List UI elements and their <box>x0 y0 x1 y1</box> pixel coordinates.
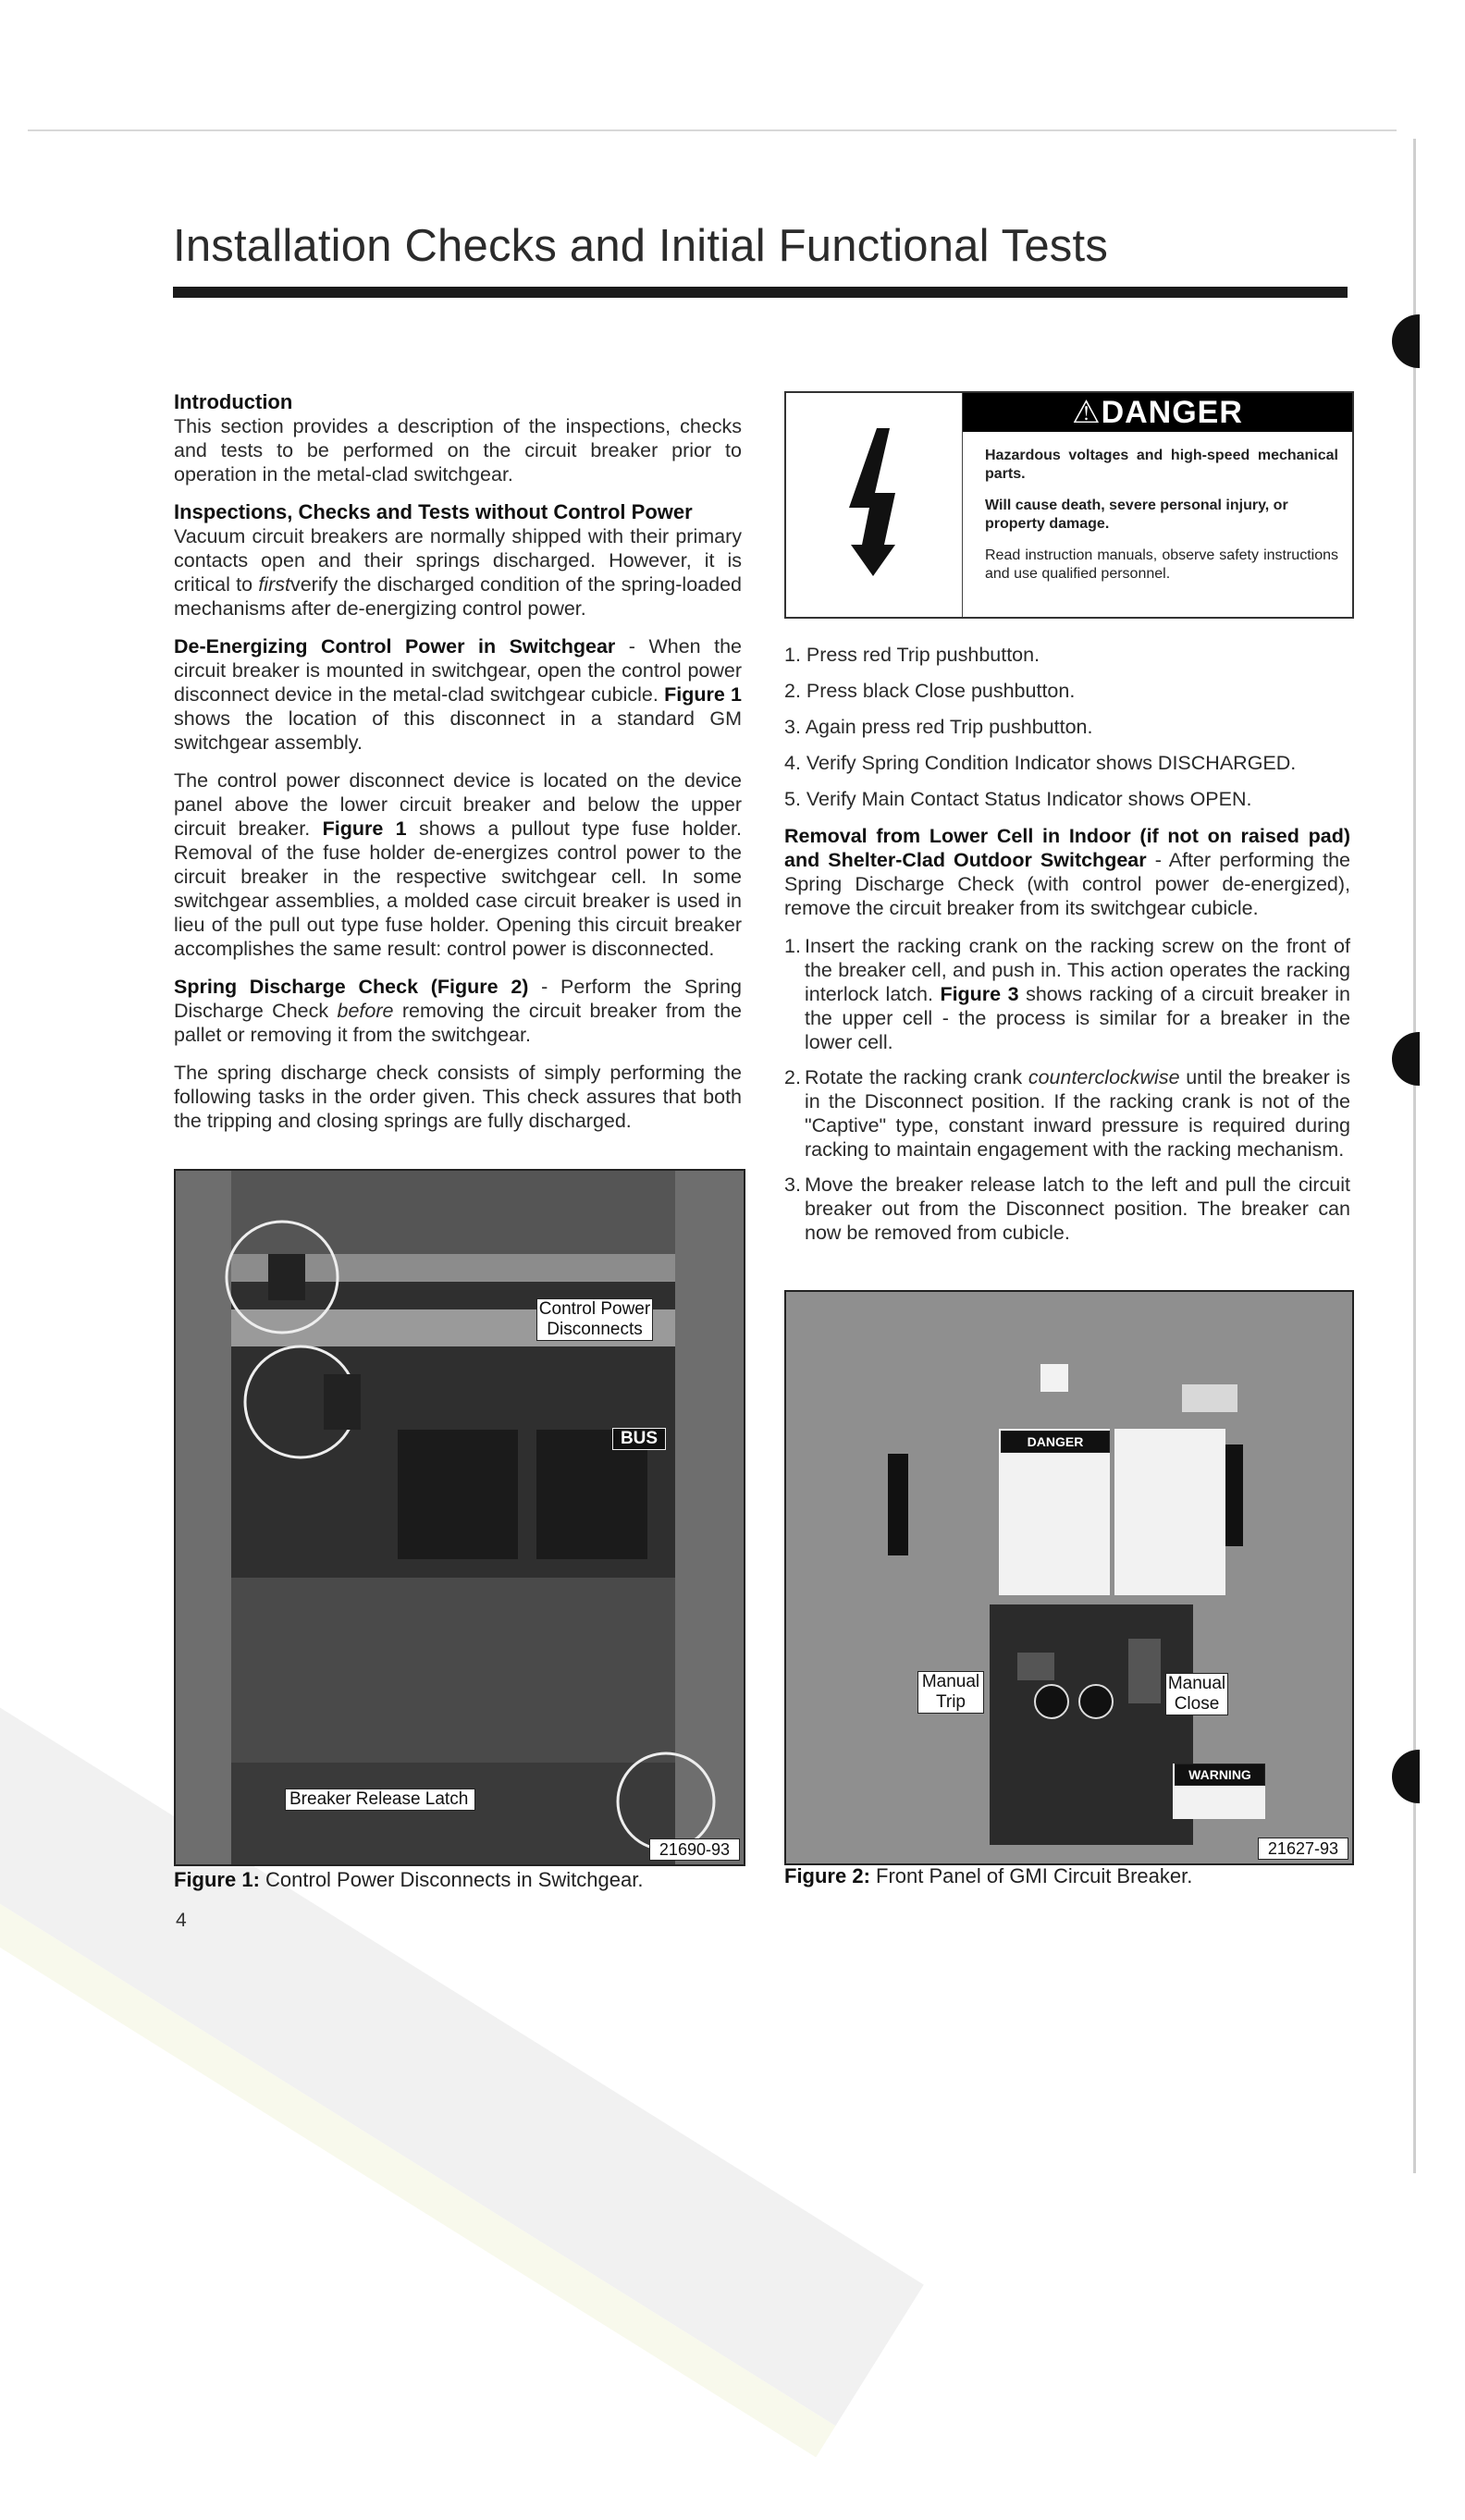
spring-check-paragraph: Spring Discharge Check (Figure 2) - Perform the Spring Discharge Check before removing the circuit breaker from the pallet or removing it from the switchgear. <box>174 976 742 1046</box>
punch-hole <box>1392 314 1420 368</box>
warning-sticker: WARNING <box>1175 1764 1265 1786</box>
page-title: Installation Checks and Initial Functional Tests <box>173 221 1109 271</box>
control-power-paragraph: The control power disconnect device is located on the device panel above the lower circuit breaker and below the upper circuit breaker. Figure 1 shows a pullout type fuse holder. Removal of the fuse holder de-energizes control power to the circuit breaker in the respective switchgear cell. In some switchgear assemblies, a molded case circuit breaker is used in lieu of the pull out type fuse holder. Opening this circuit breaker accomplishes the same result: control power is disconnected. <box>174 769 742 960</box>
scan-edge <box>1413 139 1416 2173</box>
bus-label: BUS <box>612 1428 666 1450</box>
figure-id: 21690-93 <box>649 1838 740 1861</box>
danger-line-3: Read instruction manuals, observe safety instructions and use qualified personnel. <box>985 547 1338 582</box>
figure-id: 21627-93 <box>1258 1838 1348 1860</box>
punch-hole <box>1392 1750 1420 1803</box>
list-item: 1. Press red Trip pushbutton. <box>784 644 1040 666</box>
figure-2-caption: Figure 2: Front Panel of GMI Circuit Breaker. <box>784 1864 1193 1887</box>
list-item: 2. Rotate the racking crank counterclockwise until the breaker is in the Disconnect position. If the racking crank is not of the "Captive" type, constant inward pressure is required during racking to maintain engagement with the racking mechanism. <box>784 1066 1350 1161</box>
danger-header: ⚠DANGER <box>963 393 1352 432</box>
control-power-disconnects-callout: Control Power Disconnects <box>536 1298 653 1341</box>
danger-sticker: DANGER <box>1001 1431 1110 1453</box>
spring-check-heading: Spring Discharge Check (Figure 2) <box>174 976 529 998</box>
list-item: 5. Verify Main Contact Status Indicator shows OPEN. <box>784 788 1252 810</box>
lightning-bolt-icon <box>842 428 906 576</box>
deenergizing-paragraph: De-Energizing Control Power in Switchgear - When the circuit breaker is mounted in switchgear, open the control power disconnect device in the metal-clad switchgear cubicle. Figure 1 shows the location of this disconnect in a standard GM switchgear assembly. <box>174 635 743 754</box>
removal-heading: Removal from Lower Cell in Indoor (if not on raised pad) and Shelter-Clad Outdoor Switchgear <box>784 825 1350 871</box>
figure-2-photo <box>784 1290 1354 1865</box>
spring-tasks-paragraph: The spring discharge check consists of simply performing the following tasks in the order given. This check assures that both the tripping and closing springs are fully discharged. <box>174 1062 742 1132</box>
inspections-text: Vacuum circuit breakers are normally shipped with their primary contacts open and their springs discharged. However, it is critical to firstverify the discharged condition of the spring-loaded mechanisms after de-energizing control power. <box>174 525 742 620</box>
removal-steps <box>784 934 1350 1245</box>
punch-hole <box>1392 1032 1420 1086</box>
removal-paragraph: Removal from Lower Cell in Indoor (if not on raised pad) and Shelter-Clad Outdoor Switchgear - After performing the Spring Discharge Check (with control power de-energized), remove the circuit breaker from its switchgear cubicle. <box>784 825 1350 919</box>
figure-1-caption: Figure 1: Control Power Disconnects in Switchgear. <box>174 1868 644 1891</box>
figure-1-photo <box>174 1169 745 1866</box>
spring-check-steps <box>784 643 1350 811</box>
danger-line-2: Will cause death, severe personal injury, or property damage. <box>985 498 1288 532</box>
breaker-release-latch-callout: Breaker Release Latch <box>285 1789 475 1811</box>
list-item: 4. Verify Spring Condition Indicator shows DISCHARGED. <box>784 752 1297 774</box>
danger-label <box>784 391 1354 619</box>
inspections-heading: Inspections, Checks and Tests without Control Power <box>174 500 693 523</box>
scan-edge <box>28 129 1397 131</box>
deenergizing-heading: De-Energizing Control Power in Switchgear <box>174 635 616 658</box>
intro-text: This section provides a description of the inspections, checks and tests to be performed on the circuit breaker prior to operation in the metal-clad switchgear. <box>174 415 742 486</box>
breaker-front-panel-photo <box>786 1292 1352 1863</box>
intro-heading: Introduction <box>174 390 293 413</box>
manual-trip-callout: Manual Trip <box>917 1671 984 1714</box>
danger-line-1: Hazardous voltages and high-speed mechanical parts. <box>985 448 1338 482</box>
list-item: 3. Again press red Trip pushbutton. <box>784 716 1093 738</box>
switchgear-photo <box>176 1171 744 1864</box>
manual-close-callout: Manual Close <box>1165 1673 1228 1715</box>
title-rule <box>173 287 1348 298</box>
right-column <box>784 643 1350 1256</box>
left-column <box>174 390 742 1147</box>
warning-triangle-icon: ⚠ <box>1072 395 1102 430</box>
list-item: 2. Press black Close pushbutton. <box>784 680 1076 702</box>
list-item: 1. Insert the racking crank on the racking screw on the front of the breaker cell, and push in. This action operates the racking interlock latch. Figure 3 shows racking of a circuit breaker in the upper cell - the process is similar for a breaker in the lower cell. <box>784 935 1350 1053</box>
page-number: 4 <box>176 1910 187 1931</box>
list-item: 3. Move the breaker release latch to the left and pull the circuit breaker out from the Disconnect position. The breaker can now be removed from cubicle. <box>784 1174 1350 1244</box>
